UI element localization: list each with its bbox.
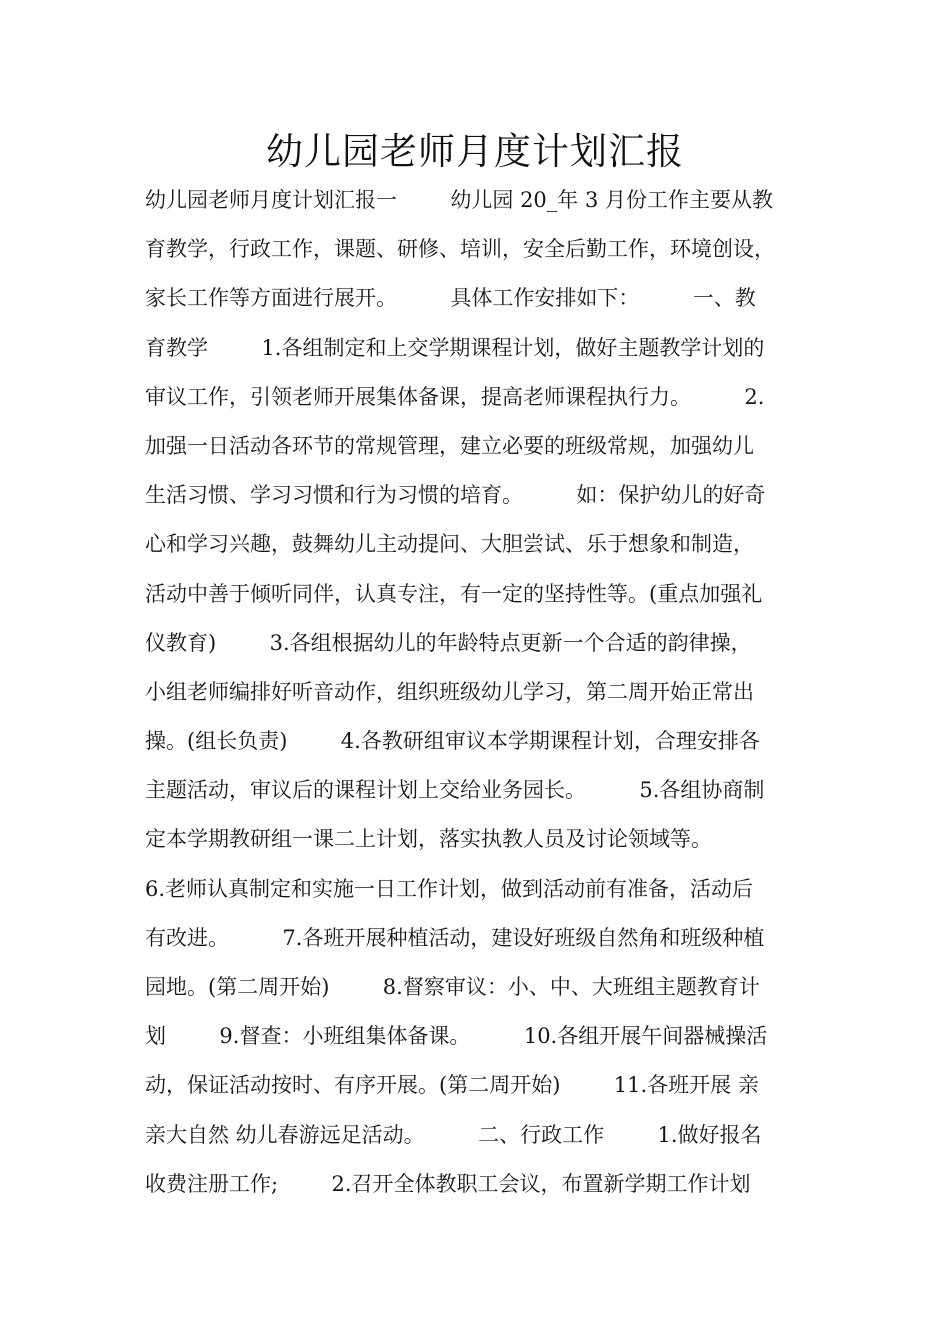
body-line: 小组老师编排好听音动作，组织班级幼儿学习，第二周开始正常出 (145, 679, 754, 704)
body-line: 动，保证活动按时、有序开展。(第二周开始) 11.各班开展 亲 (145, 1073, 759, 1098)
body-line: 有改进。 7.各班开展种植活动，建设好班级自然角和班级种植 (145, 925, 765, 950)
body-line: 活动中善于倾听同伴，认真专注，有一定的坚持性等。(重点加强礼 (145, 581, 763, 606)
body-line: 仪教育) 3.各组根据幼儿的年龄特点更新一个合适的韵律操， (145, 630, 752, 655)
body-line: 家长工作等方面进行展开。 具体工作安排如下： 一、教 (145, 286, 756, 311)
body-line: 审议工作，引领老师开展集体备课，提高老师课程执行力。 2. (145, 384, 765, 409)
document-title: 幼儿园老师月度计划汇报 (266, 130, 684, 173)
body-line: 加强一日活动各环节的常规管理，建立必要的班级常规，加强幼儿 (145, 433, 754, 458)
body-line: 操。(组长负责) 4.各教研组审议本学期课程计划，合理安排各 (145, 729, 760, 754)
body-line: 幼儿园老师月度计划汇报一 幼儿园 20_年 3 月份工作主要从教 (145, 188, 774, 212)
body-line: 育教学，行政工作，课题、研修、培训，安全后勤工作，环境创设， (145, 237, 775, 262)
document-body (145, 182, 825, 1215)
body-line: 园地。(第二周开始) 8.督察审议：小、中、大班组主题教育计 (145, 975, 760, 999)
body-line: 定本学期教研组一课二上计划，落实执教人员及讨论领域等。 (145, 827, 712, 852)
body-line: 收费注册工作; 2.召开全体教职工会议，布置新学期工作计划 (145, 1171, 751, 1196)
body-line: 6.老师认真制定和实施一日工作计划，做到活动前有准备，活动后 (145, 876, 754, 901)
body-line: 育教学 1.各组制定和上交学期课程计划，做好主题教学计划的 (145, 335, 765, 360)
body-line: 主题活动，审议后的课程计划上交给业务园长。 5.各组协商制 (145, 778, 765, 803)
body-line: 划 9.督查：小班组集体备课。 10.各组开展午间器械操活 (145, 1024, 768, 1049)
body-line: 心和学习兴趣，鼓舞幼儿主动提问、大胆尝试、乐于想象和制造， (145, 532, 754, 557)
body-line: 生活习惯、学习习惯和行为习惯的培育。 如：保护幼儿的好奇 (145, 483, 766, 508)
body-line: 亲大自然 幼儿春游远足活动。 二、行政工作 1.做好报名 (145, 1122, 762, 1147)
